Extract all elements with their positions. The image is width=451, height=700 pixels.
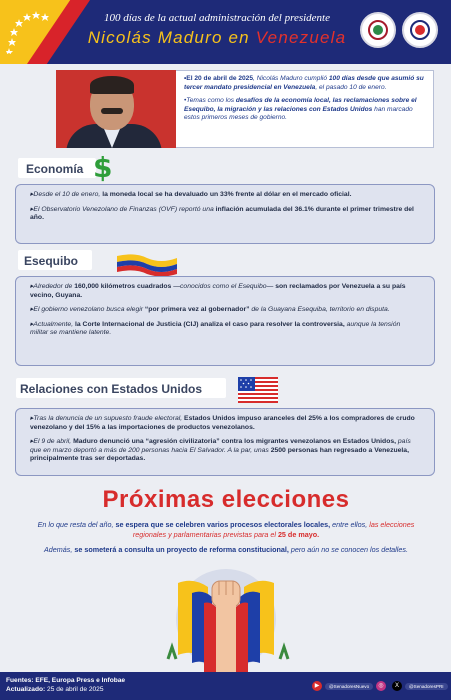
president-photo	[56, 70, 176, 148]
elections-title: Próximas elecciones	[102, 486, 350, 513]
header-title-country: Venezuela	[255, 28, 347, 47]
eeuu-bullet-2: ▸El 9 de abril, Maduro denunció una “agresión civilizatoria” contra los migrantes venezolanos en Estados Unidos, país que en marzo deportó a más de 200 personas hacia El Salvador. A la par, unas 2500 personas han regresado a Venezuela, principalmente tras ser deportadas.	[30, 438, 411, 462]
header-title	[86, 28, 348, 48]
intro-text	[184, 75, 430, 128]
party-seal-logo	[402, 12, 438, 48]
esequibo-bullet-3: ▸Actualmente, la Corte Internacional de Justicia (CIJ) analiza el caso para resolver la controversia, aunque la tensión militar se mantiene latente.	[30, 320, 401, 336]
usa-flag-icon	[238, 377, 278, 403]
elections-paragraph-1: En lo que resta del año, se espera que se celebren varios procesos electorales locales, entre ellos, las elecciones regionales y parlamentarias previstas para el 25 de mayo.	[37, 520, 415, 539]
social-x[interactable]: X @SenadoresPRI	[392, 680, 448, 692]
section-title-eeuu: Relaciones con Estados Unidos	[20, 382, 203, 396]
intro-paragraph-2: •Temas como los desafíos de la economía local, las reclamaciones sobre el Esequibo, la migración y las relaciones con Estados Unidos han marcado estos primeros meses de gobierno.	[184, 97, 417, 122]
elections-text	[26, 520, 426, 561]
economia-box	[15, 184, 435, 244]
intro-card	[56, 70, 434, 148]
economia-bullet-1: ▸Desde el 10 de enero, la moneda local se ha devaluado un 33% frente al dólar en el mercado oficial.	[30, 191, 352, 198]
header-subtitle: 100 días de la actual administración del presidente	[104, 12, 330, 24]
raised-fist-flag-illustration	[148, 563, 304, 673]
esequibo-box	[15, 276, 435, 366]
eeuu-bullet-1: ▸Tras la denuncia de un supuesto fraude electoral, Estados Unidos impuso aranceles del 25% a los compradores de crudo venezolano y del 15% a las importaciones de productos venezolanos.	[30, 415, 415, 431]
footer-sources	[6, 676, 125, 694]
stars-icon	[6, 8, 52, 54]
updated-line: Actualizado: 25 de abril de 2025	[6, 686, 104, 693]
senate-seal-logo	[360, 12, 396, 48]
footer	[0, 672, 451, 700]
economia-bullet-2: ▸El Observatorio Venezolano de Finanzas (OVF) reportó una inflación acumulada del 36.1% durante el primer trimestre del año.	[30, 205, 414, 221]
section-title-economia: Economía	[26, 162, 84, 176]
social-instagram[interactable]	[376, 680, 386, 692]
intro-paragraph-1: •El 20 de abril de 2025, Nicolás Maduro cumplió 100 días desde que asumió su tercer mandato presidencial en Venezuela, el pasado 10 de enero.	[184, 75, 424, 91]
social-youtube[interactable]: ▶ @SenadoresNuevo	[312, 680, 373, 692]
esequibo-bullet-1: ▸Alrededor de 160,000 kilómetros cuadrados —conocidos como el Esequibo— son reclamados por Venezuela a su país vecino, Guyana.	[30, 283, 406, 299]
dollar-sign-icon: $	[93, 151, 113, 184]
instagram-icon: ◎	[376, 681, 386, 691]
youtube-icon: ▶	[312, 681, 322, 691]
sources-line: Fuentes: EFE, Europa Press e Infobae	[6, 677, 126, 684]
header-title-name: Nicolás Maduro en	[87, 28, 256, 47]
section-title-esequibo: Esequibo	[24, 254, 79, 268]
header-banner	[0, 0, 451, 64]
eeuu-box	[15, 408, 435, 476]
elections-paragraph-2: Además, se someterá a consulta un proyecto de reforma constitucional, pero aún no se conocen los detalles.	[44, 545, 408, 554]
esequibo-bullet-2: ▸El gobierno venezolano busca elegir “por primera vez al gobernador” de la Guayana Esequiba, territorio en disputa.	[30, 306, 390, 313]
venezuela-ribbon-icon	[115, 252, 179, 276]
x-icon: X	[392, 681, 402, 691]
